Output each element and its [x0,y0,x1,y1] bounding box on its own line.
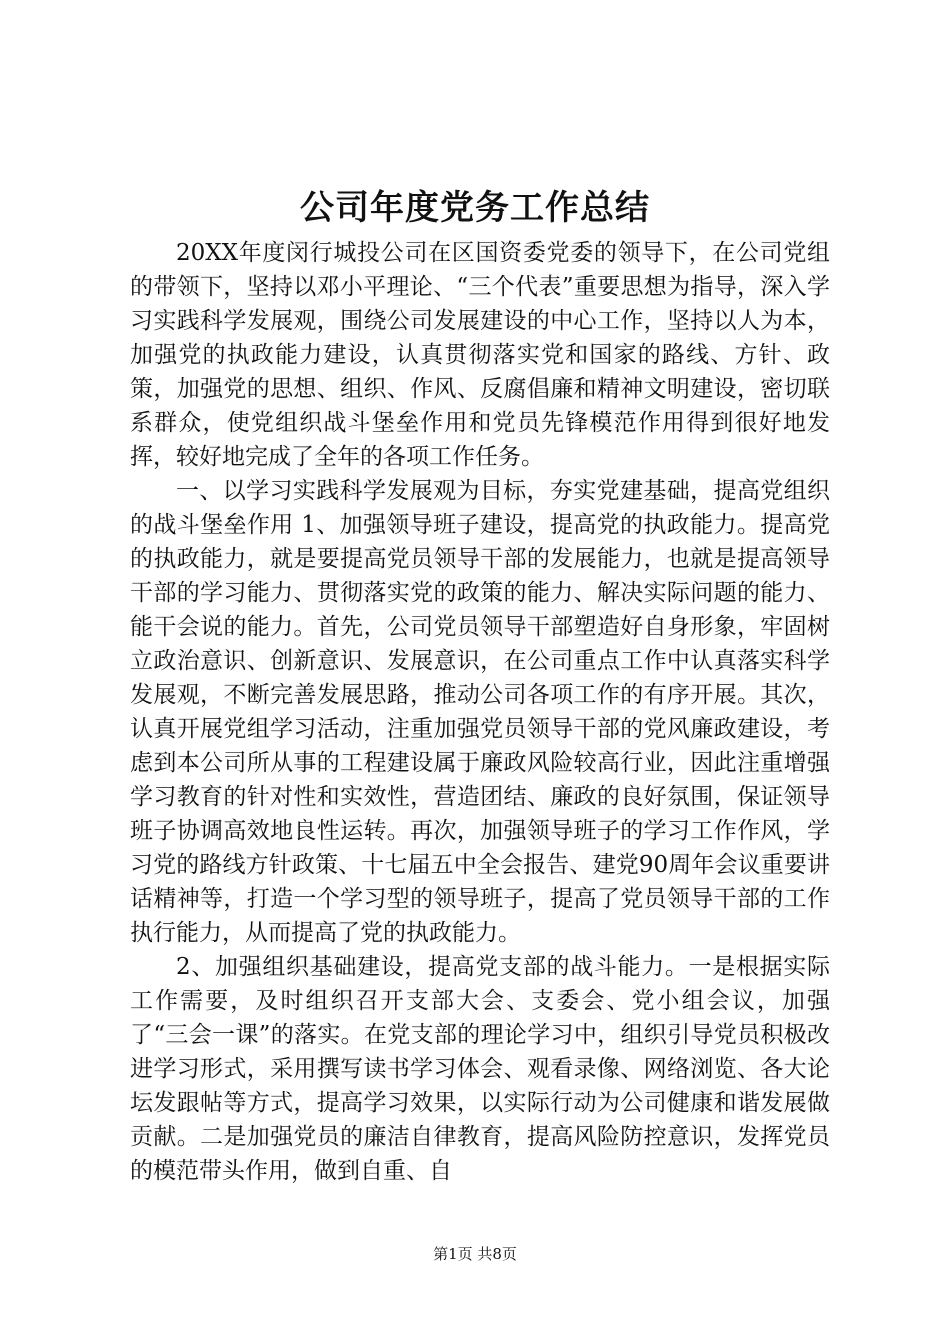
paragraph-section-1: 一、以学习实践科学发展观为目标，夯实党建基础，提高党组织的战斗堡垒作用 1、加强领导班子建设，提高党的执政能力。提高党的执政能力，就是要提高党员领导干部的发展能力，也就是提高领导干部的学习能力、贯彻落实党的政策的能力、解决实际问题的能力、能干会说的能力。首先，公司党员领导干部塑造好自身形象，牢固树立政治意识、创新意识、发展意识，在公司重点工作中认真落实科学发展观，不断完善发展思路，推动公司各项工作的有序开展。其次，认真开展党组学习活动，注重加强党员领导干部的党风廉政建设，考虑到本公司所从事的工程建设属于廉政风险较高行业，因此注重增强学习教育的针对性和实效性，营造团结、廉政的良好氛围，保证领导班子协调高效地良性运转。再次，加强领导班子的学习工作作风，学习党的路线方针政策、十七届五中全会报告、建党90周年会议重要讲话精神等，打造一个学习型的领导班子，提高了党员领导干部的工作执行能力，从而提高了党的执政能力。 [130,478,830,946]
paragraph-intro: 20XX年度闵行城投公司在区国资委党委的领导下，在公司党组的带领下，坚持以邓小平理论、“三个代表”重要思想为指导，深入学习实践科学发展观，围绕公司发展建设的中心工作，坚持以人为本，加强党的执政能力建设，认真贯彻落实党和国家的路线、方针、政策，加强党的思想、组织、作风、反腐倡廉和精神文明建设，密切联系群众，使党组织战斗堡垒作用和党员先锋模范作用得到很好地发挥，较好地完成了全年的各项工作任务。 [130,240,830,470]
document-title: 公司年度党务工作总结 [300,188,650,228]
paragraph-section-2: 2、加强组织基础建设，提高党支部的战斗能力。一是根据实际工作需要，及时组织召开支部大会、支委会、党小组会议，加强了“三会一课”的落实。在党支部的理论学习中，组织引导党员积极改进学习形式，采用撰写读书学习体会、观看录像、网络浏览、各大论坛发跟帖等方式，提高学习效果，以实际行动为公司健康和谐发展做贡献。二是加强党员的廉洁自律教育，提高风险防控意识，发挥党员的模范带头作用，做到自重、自 [130,954,830,1184]
page-number-footer: 第1页 共8页 [433,1245,517,1263]
document-body [130,236,830,1188]
